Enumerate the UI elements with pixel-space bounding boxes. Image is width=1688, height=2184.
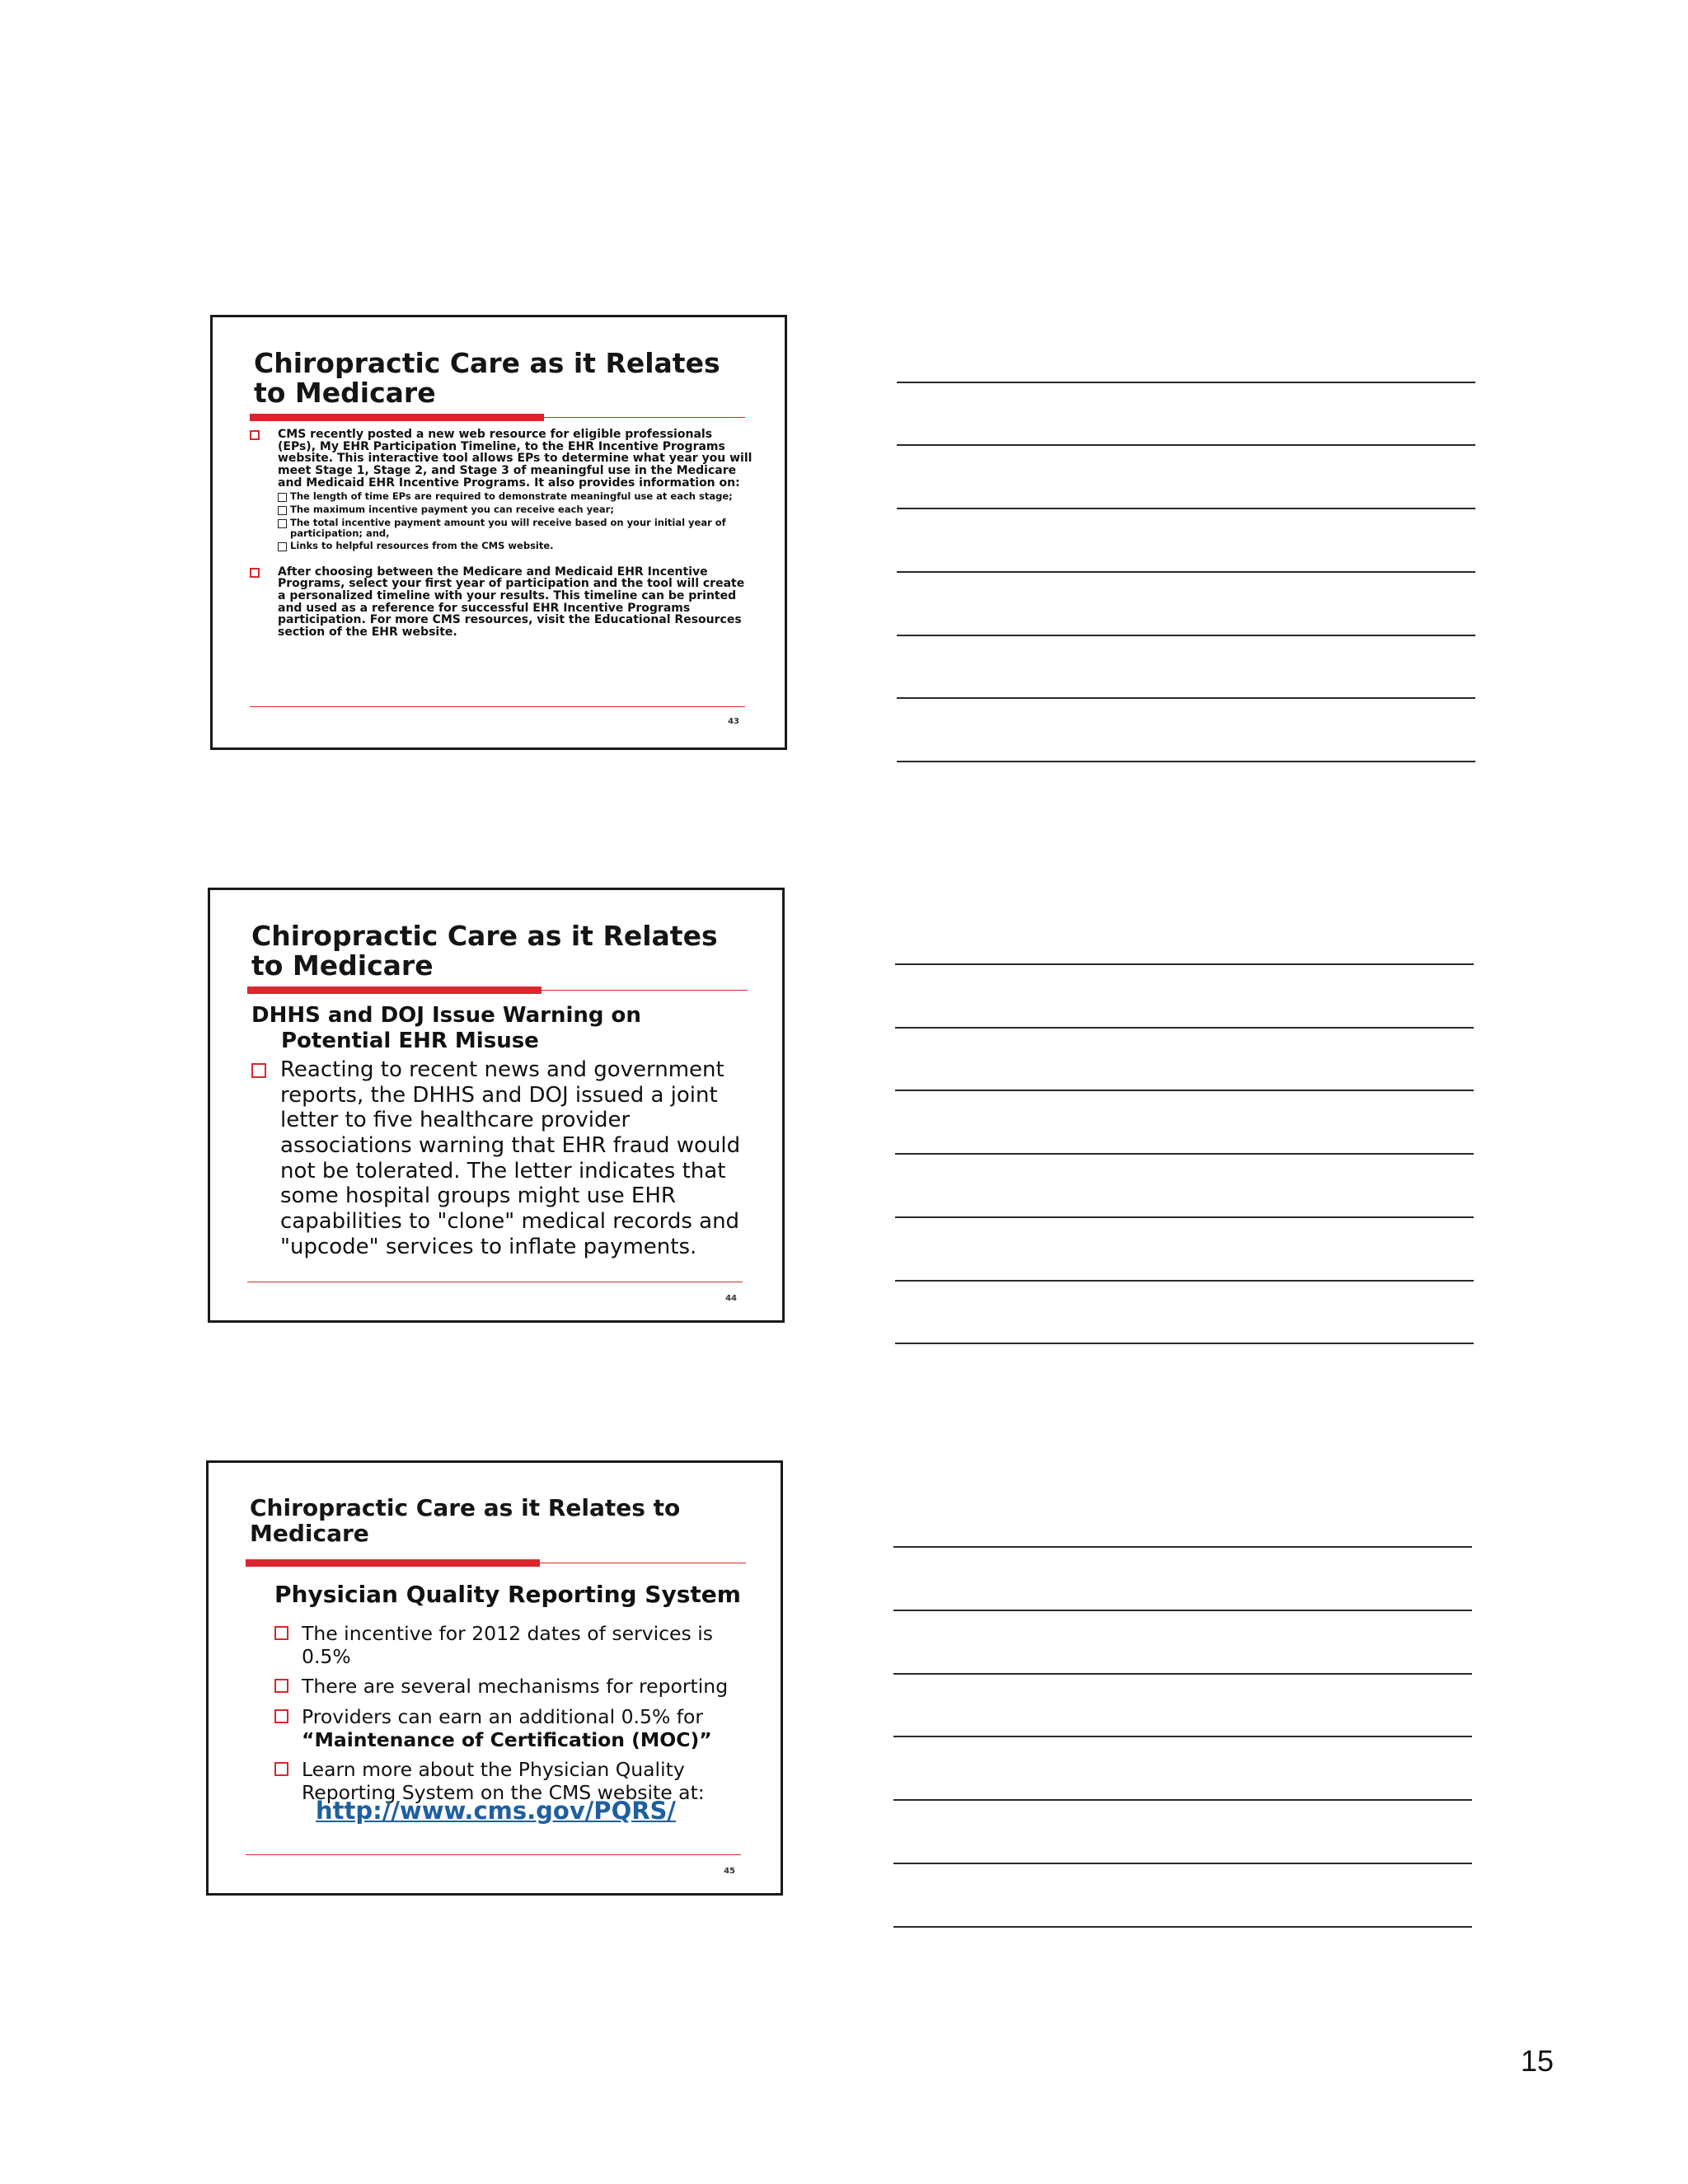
slide-43 (210, 315, 787, 750)
sub-list (278, 491, 753, 551)
sub-item (278, 491, 753, 502)
note-line (897, 571, 1475, 573)
bullet-item (274, 1675, 736, 1698)
title-rule (250, 414, 544, 421)
title-rule (246, 1559, 540, 1567)
bullet-item (250, 429, 753, 489)
sub-item-text: Links to helpful resources from the CMS website. (290, 539, 554, 551)
sub-item (278, 518, 753, 537)
slide-subheading (251, 1003, 641, 1054)
slide-number: 45 (724, 1867, 735, 1876)
bullet-text: After choosing between the Medicare and Medicaid EHR Incentive Programs, select your first year of participation and the tool will create a personalized timeline with your results. This timeline can be printed and used as a reference for successful EHR Incentive Programs participation. For more CMS resources, visit the Educational Resources section of the EHR website. (278, 565, 745, 639)
note-line (897, 508, 1475, 509)
note-line (895, 1153, 1474, 1155)
sub-item (278, 541, 753, 551)
note-line (897, 382, 1475, 383)
bullet-item (274, 1622, 736, 1668)
note-line (897, 761, 1475, 762)
title-rule-thin (542, 990, 748, 991)
slide-title: Chiropractic Care as it Relates to Medicare (254, 347, 720, 410)
note-line (895, 963, 1474, 965)
page-number: 15 (1521, 2044, 1554, 2078)
note-line (897, 444, 1475, 446)
bullet-item (250, 566, 753, 639)
bullet-item (251, 1057, 746, 1259)
square-bullet-icon (250, 568, 260, 578)
bullet-text: CMS recently posted a new web resource for eligible professionals (EPs), My EHR Participation Timeline, to the EHR Incentive Programs website. This interactive tool allows EPs to determine what year you will meet Stage 1, Stage 2, and Stage 3 of meaningful use in the Medicare and Medicaid EHR Incentive Programs. It also provides information on: (278, 428, 753, 490)
slide-45 (206, 1460, 783, 1896)
bullet-text: Reacting to recent news and government reports, the DHHS and DOJ issued a joint letter to five healthcare provider associations warning that EHR fraud would not be tolerated. The letter indicates that some hospital groups might use EHR capabilities to "clone" medical records and "upcode" services to inflate payments. (280, 1057, 741, 1259)
square-bullet-icon (274, 1679, 288, 1693)
bullet-text (302, 1705, 712, 1751)
bullet-text: The incentive for 2012 dates of services is 0.5% (302, 1622, 713, 1669)
slide-body (274, 1622, 736, 1811)
bullet-item (274, 1705, 736, 1751)
square-bullet-icon (274, 1762, 288, 1776)
note-line (893, 1799, 1472, 1801)
note-line (895, 1343, 1474, 1344)
slide-title: Chiropractic Care as it Relates to Medicare (250, 1494, 681, 1547)
sub-item-text: The maximum incentive payment you can receive each year; (290, 504, 614, 516)
note-line (895, 1280, 1474, 1282)
title-rule (247, 987, 542, 994)
bullet-text-part: Providers can earn an additional 0.5% for (302, 1704, 704, 1728)
note-line (895, 1090, 1474, 1091)
moc-text: “Maintenance of Certification (MOC)” (302, 1727, 712, 1751)
title-rule-thin (544, 417, 745, 418)
square-bullet-icon (274, 1709, 288, 1723)
sub-item-text: The length of time EPs are required to demonstrate meaningful use at each stage; (290, 490, 733, 503)
sub-item (278, 504, 753, 515)
slide-44 (208, 888, 785, 1323)
footer-rule (250, 706, 745, 707)
bullet-text: Learn more about the Physician Quality Reporting System on the CMS website at: (302, 1757, 705, 1805)
note-line (893, 1673, 1472, 1675)
pqrs-link[interactable]: http://www.cms.gov/PQRS/ (316, 1797, 677, 1825)
bullet-text: There are several mechanisms for reporting (302, 1675, 729, 1699)
square-bullet-icon (278, 542, 287, 551)
note-line (895, 1216, 1474, 1218)
sub-item-text: The total incentive payment amount you will receive based on your initial year of participation; and, (290, 517, 726, 539)
note-line (893, 1736, 1472, 1737)
note-line (893, 1863, 1472, 1864)
note-line (893, 1926, 1472, 1928)
note-line (897, 697, 1475, 699)
square-bullet-icon (251, 1063, 266, 1078)
square-bullet-icon (274, 1626, 288, 1640)
square-bullet-icon (278, 519, 287, 528)
subheading-line: Potential EHR Misuse (281, 1029, 539, 1054)
slide-body (250, 429, 753, 639)
square-bullet-icon (278, 506, 287, 515)
note-line (893, 1546, 1472, 1548)
slide-subheading: Physician Quality Reporting System (274, 1581, 741, 1608)
square-bullet-icon (278, 493, 287, 502)
slide-number: 44 (725, 1294, 737, 1303)
slide-number: 43 (728, 717, 739, 726)
note-line (893, 1610, 1472, 1611)
footer-rule (246, 1854, 741, 1855)
subheading-line: DHHS and DOJ Issue Warning on (251, 1003, 641, 1028)
note-line (897, 635, 1475, 636)
square-bullet-icon (250, 430, 260, 440)
note-line (895, 1027, 1474, 1029)
slide-title: Chiropractic Care as it Relates to Medicare (251, 920, 718, 982)
